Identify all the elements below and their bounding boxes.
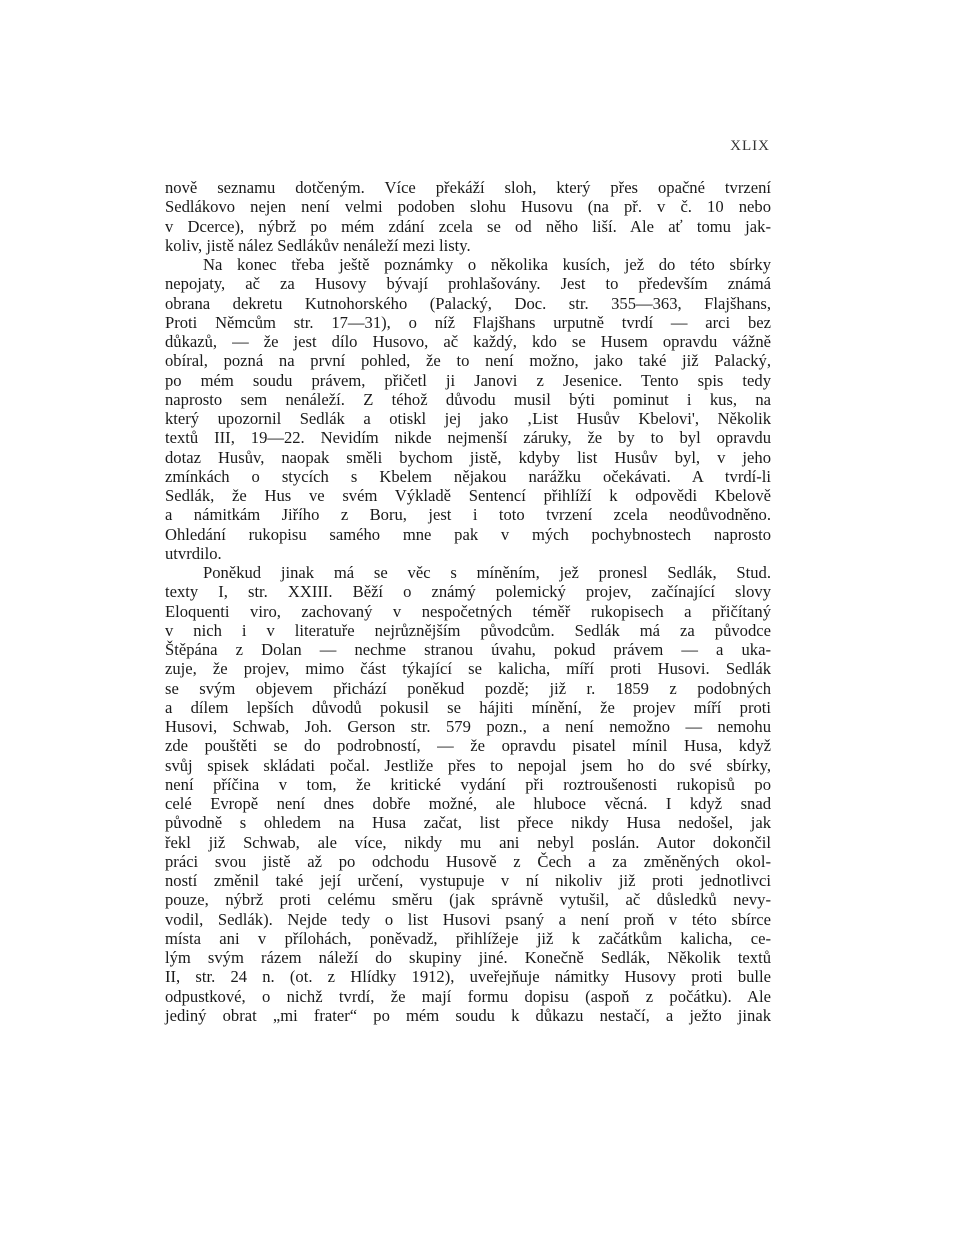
paragraph [165, 178, 771, 255]
text-line: odpustkové, o nichž tvrdí, že mají formu dopisu (aspoň z počátku). Ale [165, 986, 771, 1006]
body-text [165, 178, 771, 1025]
text-line: Ohledání rukopisu samého mne pak v mých pochybnostech naprosto [165, 524, 771, 544]
text-line: vodil, Sedlák). Nejde tedy o list Husovi psaný a není proň v této sbírce [165, 909, 771, 929]
text-line: Sedlákovo nejen není velmi podoben slohu Husovu (na př. v č. 10 nebo [165, 197, 771, 217]
text-line: celé Evropě není dnes dobře možné, ale hluboce věcná. I když snad [165, 794, 771, 813]
text-line: v nich i v literatuře nejrůznějším původcům. Sedlák má za původce [165, 620, 771, 640]
text-line: zmínkách o stycích s Kbelem nějakou narážku očekávati. A tvrdí-li [165, 466, 771, 486]
text-line: Proti Němcům str. 17—31), o níž Flajšhans urputně tvrdí — arci bez [165, 312, 771, 332]
text-line: II, str. 24 n. (ot. z Hlídky 1912), uveřejňuje námitky Husovy proti bulle [165, 967, 771, 987]
text-line: původně s ohledem na Husa začat, list přece nikdy Husa nedošel, jak [165, 813, 771, 833]
text-line: Štěpána z Dolan — nechme stranou úvahu, pokud právem — a uka- [165, 640, 771, 659]
paragraph [165, 255, 771, 563]
text-line: který upozornil Sedlák a otiskl jej jako ‚List Husův Kbelovi', Několik [165, 409, 771, 428]
text-line: texty I, str. XXIII. Běží o známý polemický projev, začínající slovy [165, 582, 771, 602]
text-line: ností změnil také její určení, vystupuje v ní nikoliv již proti jednotlivci [165, 871, 771, 890]
text-line: důkazů, — že jest dílo Husovo, ač každý, kdo se Husem opravdu vážně [165, 332, 771, 351]
text-line: místa ani v přílohách, poněvadž, přihlížeje již k začátkům kalicha, ce- [165, 928, 771, 948]
text-line: lým svým rázem náleží do skupiny jiné. Konečně Sedlák, Několik textů [165, 948, 771, 967]
text-line: Husovi, Schwab, Joh. Gerson str. 579 pozn., a není nemožno — nemohu [165, 717, 771, 736]
text-line: práci svou jistě až po odchodu Husově z Čech a za změněných okol- [165, 851, 771, 871]
text-line: Poněkud jinak má se věc s míněním, jež pronesl Sedlák, Stud. [203, 563, 771, 582]
text-line: obrana dekretu Kutnohorského (Palacký, Doc. str. 355—363, Flajšhans, [165, 293, 771, 313]
text-line: Eloquenti viro, zachovaný v nespočetných téměř rukopisech a přičítaný [165, 601, 771, 621]
text-line: a námitkám Jiřího z Boru, jest i toto tvrzení zcela neodůvodněno. [165, 505, 771, 525]
text-line: není příčina v tom, že kritické vydání při roztroušenosti rukopisů po [165, 774, 771, 794]
text-line: zde pouštěti se do podrobností, — že opravdu pisatel mínil Husa, když [165, 736, 771, 756]
text-line: Na konec třeba ještě poznámky o několika kusích, jež do této sbírky [203, 255, 771, 274]
text-line: po mém soudu právem, přičetl ji Janovi z Jesenice. Tento spis tedy [165, 370, 771, 390]
text-line: se svým objevem přichází poněkud pozdě; již r. 1859 z podobných [165, 678, 771, 698]
text-line: v Dcerce), nýbrž po mém zdání zcela se od něho liší. Ale ať tomu jak- [165, 216, 771, 236]
paragraph [165, 563, 771, 1025]
text-line: Sedlák, že Hus ve svém Výkladě Sentencí přihlíží k odpovědi Kbelově [165, 486, 771, 505]
text-line: řekl již Schwab, ale více, nikdy mu ani nebyl poslán. Autor dokončil [165, 832, 771, 852]
text-line: svůj spisek skládati počal. Jestliže přes to nepojal jsem ho do své sbírky, [165, 755, 771, 775]
text-line: utvrdilo. [165, 543, 222, 563]
text-line: koliv, jistě nález Sedlákův nenáleží mezi listy. [165, 235, 471, 255]
text-line: zuje, že projev, mimo část týkající se kalicha, míří proti Husovi. Sedlák [165, 659, 771, 679]
text-line: nepojaty, ač za Husovy bývají prohlašovány. Jest to především známá [165, 274, 771, 294]
text-line: dotaz Husův, naopak směli bychom jistě, kdyby list Husův byl, v jeho [165, 447, 771, 467]
text-line: pouze, nýbrž proti celému směru (jak správně vytušil, ač důsledků nevy- [165, 890, 771, 910]
text-line: naprosto sem nenáleží. Z téhož důvodu musil býti pominut i kus, na [165, 389, 771, 409]
text-line: a dílem lepších důvodů pokusil se hájiti mínění, že projev míří proti [165, 697, 771, 717]
page-number: XLIX [730, 138, 770, 154]
text-line: obíral, pozná na první pohled, že to není možno, jako také již Palacký, [165, 351, 771, 371]
text-line: jediný obrat „mi frater“ po mém soudu k důkazu nestačí, a ježto jinak [165, 1005, 771, 1025]
text-line: textů III, 19—22. Nevidím nikde nejmenší záruky, že by to byl opravdu [165, 428, 771, 448]
text-line: nově seznamu dotčeným. Více překáží sloh, který přes opačné tvrzení [165, 178, 771, 197]
